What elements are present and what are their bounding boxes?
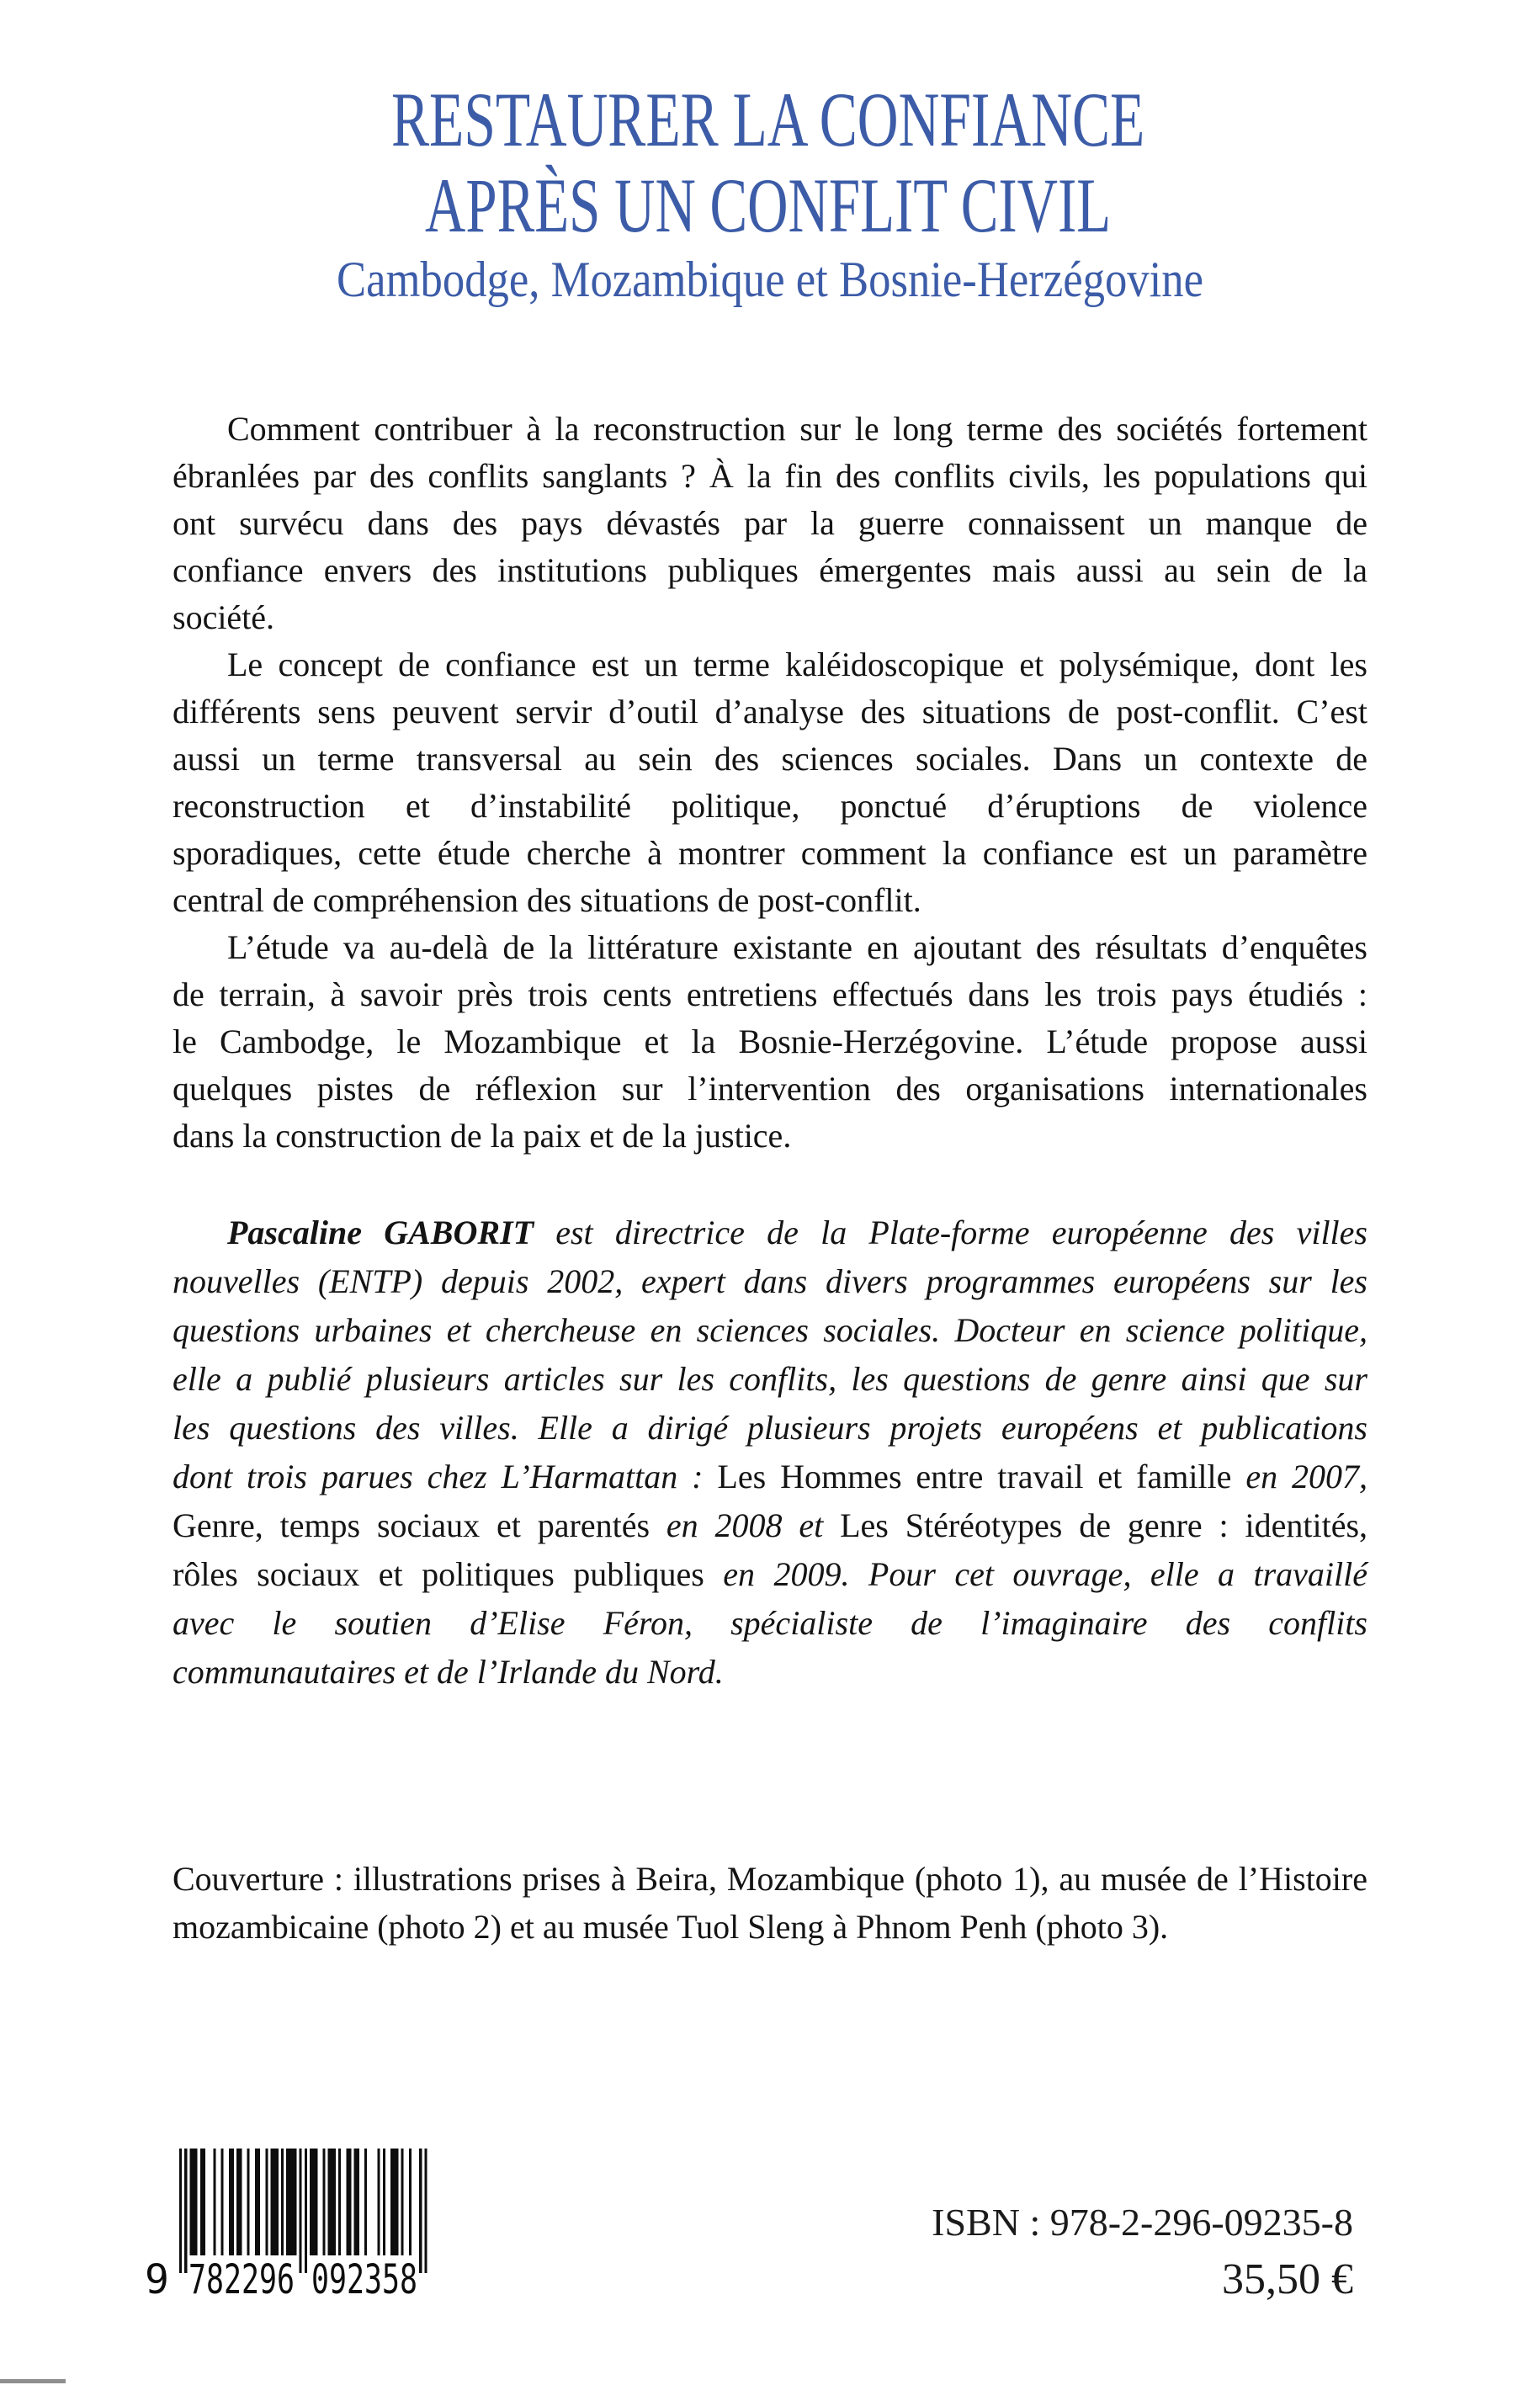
- bio-segment: Pascaline GABORIT: [227, 1214, 534, 1251]
- barcode-digit-group-2: 092358: [311, 2256, 417, 2298]
- bio-segment: Genre, temps sociaux et parentés: [173, 1506, 651, 1544]
- barcode-digit-group-1: 782296: [189, 2256, 295, 2298]
- isbn-label: ISBN : 978-2-296-09235-8: [932, 2201, 1353, 2244]
- book-subtitle: Cambodge, Mozambique et Bosnie-Herzégovine: [337, 252, 1203, 307]
- bio-segment: est directrice de la Plate-forme européenne des villes: [534, 1214, 1367, 1251]
- bio-line: [173, 1306, 1367, 1355]
- synopsis-line: central de compréhension des situations de post-conflit.: [173, 881, 921, 919]
- bio-segment: questions urbaines et chercheuse en sciences sociales. Docteur en science politique,: [173, 1311, 1367, 1349]
- bio-segment: les questions des villes. Elle a dirigé plusieurs projets européens et publications: [173, 1409, 1367, 1447]
- ean13-bars: [126, 2149, 446, 2298]
- bio-line: [173, 1257, 1367, 1306]
- cover-note-line: Couverture : illustrations prises à Beira, Mozambique (photo 1), au musée de l’Histoire: [173, 1860, 1367, 1898]
- bio-line: [173, 1453, 1367, 1501]
- synopsis-line: différents sens peuvent servir d’outil d’analyse des situations de post-conflit. C’est: [173, 693, 1367, 730]
- synopsis-line: confiance envers des institutions publiques émergentes mais aussi au sein de la: [173, 551, 1367, 589]
- cover-note-line: mozambicaine (photo 2) et au musée Tuol Sleng à Phnom Penh (photo 3).: [173, 1908, 1169, 1946]
- synopsis-line: sporadiques, cette étude cherche à montrer comment la confiance est un paramètre: [173, 834, 1367, 872]
- synopsis: [173, 406, 1367, 1160]
- bio-segment: en 2008 et: [650, 1506, 841, 1544]
- bio-segment: elle a publié plusieurs articles sur les conflits, les questions de genre ainsi que sur: [173, 1360, 1367, 1398]
- synopsis-line: reconstruction et d’instabilité politique, ponctué d’éruptions de violence: [173, 787, 1367, 825]
- bio-segment: en 2007,: [1231, 1458, 1368, 1495]
- bio-segment: dont trois parues chez L’Harmattan :: [173, 1458, 718, 1495]
- bio-segment: Pour cet ouvrage, elle a travaillé: [868, 1555, 1367, 1593]
- bio-line: [173, 1501, 1367, 1550]
- bio-line: [173, 1648, 1367, 1697]
- bio-line: [173, 1550, 1367, 1599]
- bio-line: [173, 1599, 1367, 1648]
- author-bio: [173, 1208, 1367, 1697]
- synopsis-line: le Cambodge, le Mozambique et la Bosnie-Herzégovine. L’étude propose aussi: [173, 1023, 1367, 1060]
- synopsis-line: société.: [173, 598, 275, 636]
- synopsis-line: de terrain, à savoir près trois cents entretiens effectués dans les trois pays étudiés :: [173, 975, 1367, 1013]
- synopsis-line: dans la construction de la paix et de la justice.: [173, 1117, 792, 1155]
- bio-segment: rôles sociaux et politiques publiques: [173, 1555, 704, 1593]
- bio-line: [173, 1355, 1367, 1404]
- synopsis-line: ébranlées par des conflits sanglants ? À la fin des conflits civils, les populations qui: [173, 457, 1367, 495]
- barcode-digit-lead: 9: [145, 2256, 169, 2298]
- book-title-line-2: APRÈS UN CONFLIT CIVIL: [425, 162, 1112, 248]
- bio-segment: nouvelles (ENTP) depuis 2002, expert dans divers programmes européens sur les: [173, 1262, 1367, 1300]
- price-label: 35,50 €: [1222, 2255, 1353, 2303]
- corner-print-mark: [0, 2379, 66, 2383]
- synopsis-line: Le concept de confiance est un terme kaléidoscopique et polysémique, dont les: [227, 645, 1367, 683]
- synopsis-line: L’étude va au-delà de la littérature existante en ajoutant des résultats d’enquêtes: [227, 928, 1367, 966]
- bio-segment: Les Hommes entre travail et famille: [717, 1458, 1232, 1495]
- book-title-line-1: RESTAURER LA CONFIANCE: [391, 77, 1145, 162]
- bio-segment: avec le soutien d’Elise Féron, spécialiste de l’imaginaire des conflits: [173, 1604, 1367, 1642]
- bio-line: [173, 1208, 1367, 1257]
- cover-photo-credit: [173, 1855, 1367, 1951]
- bio-segment: communautaires et de l’Irlande du Nord.: [173, 1653, 724, 1691]
- synopsis-line: ont survécu dans des pays dévastés par la guerre connaissent un manque de: [173, 504, 1367, 542]
- bio-segment: en 2009.: [704, 1555, 868, 1593]
- bio-segment: Les Stéréotypes de genre : identités,: [840, 1506, 1368, 1544]
- synopsis-line: aussi un terme transversal au sein des sciences sociales. Dans un contexte de: [173, 740, 1367, 778]
- synopsis-line: quelques pistes de réflexion sur l’intervention des organisations internationales: [173, 1070, 1367, 1108]
- ean13-barcode: [126, 2149, 446, 2303]
- synopsis-line: Comment contribuer à la reconstruction sur le long terme des sociétés fortement: [227, 410, 1367, 448]
- bio-line: [173, 1404, 1367, 1453]
